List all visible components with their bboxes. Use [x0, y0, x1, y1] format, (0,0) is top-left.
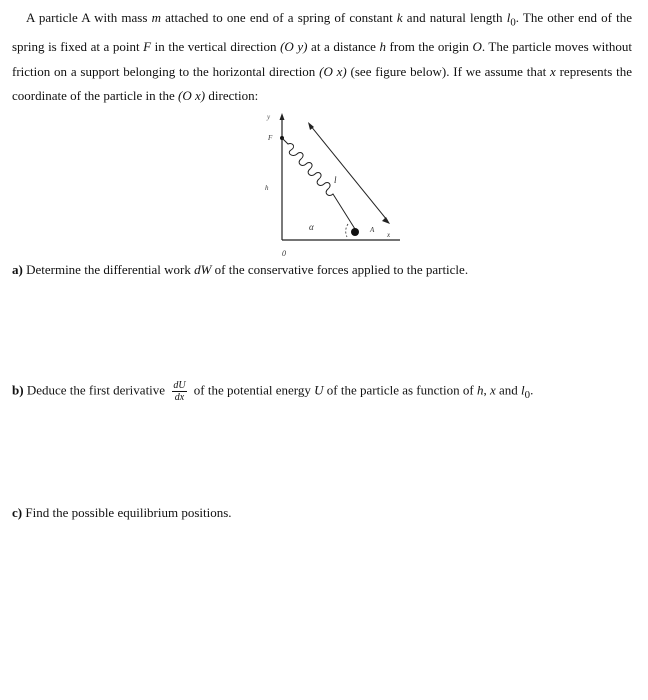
var-h: h [379, 39, 386, 55]
length-arrow-head-icon [382, 217, 390, 224]
intro-paragraph [12, 6, 632, 109]
var-l0: l [521, 382, 525, 398]
length-arrow [310, 125, 387, 220]
label-x: x [387, 231, 391, 239]
var-x: x [489, 382, 496, 398]
derivative-fraction [172, 380, 186, 403]
var-l0-sub: 0 [524, 389, 531, 402]
intro-text: . The particle moves without friction on a support belonging to the horizontal direction [12, 39, 632, 79]
intro-text: from the origin [385, 39, 473, 55]
intro-text: . The other end of the spring is fixed at a point [12, 10, 632, 55]
question-text: Determine the differential work [22, 262, 195, 277]
intro-text: at a distance [307, 39, 380, 55]
fraction-denominator: dx [174, 392, 185, 403]
question-text: and [495, 382, 522, 398]
var-U: U [314, 382, 324, 398]
question-label: a) [12, 262, 23, 277]
label-origin: 0 [282, 249, 286, 258]
problem-statement [12, 6, 632, 109]
intro-text: in the vertical direction [151, 39, 281, 55]
var-Ox: (O x) [319, 63, 347, 79]
intro-text: attached to one end of a spring of constant [160, 10, 397, 25]
var-F: F [143, 39, 152, 55]
label-h: h [265, 184, 269, 192]
label-A: A [370, 226, 375, 234]
spring-figure [230, 108, 410, 258]
question-text: . [530, 382, 534, 398]
question-c [12, 505, 232, 521]
var-k: k [396, 10, 403, 25]
var-l0-sub: 0 [510, 16, 516, 29]
question-text: of the conservative forces applied to the particle. [211, 262, 469, 277]
angle-marker [346, 224, 348, 237]
label-l: l [334, 175, 337, 185]
var-Ox: (O x) [178, 88, 206, 104]
var-O: O [472, 39, 482, 55]
question-text: Find the possible equilibrium positions. [22, 505, 232, 520]
label-y: y [267, 113, 271, 121]
intro-text: (see figure below). If we assume that [346, 63, 551, 79]
intro-text: direction: [205, 88, 259, 104]
question-label: c) [12, 505, 23, 520]
var-dW: dW [194, 262, 212, 277]
intro-text: and natural length [402, 10, 507, 25]
question-text: of the potential energy [190, 382, 315, 398]
intro-text: A particle A with mass [26, 10, 152, 25]
question-a [12, 262, 468, 278]
var-x: x [550, 63, 556, 79]
intro-text: represents the coordinate of the particle in the [12, 63, 632, 104]
y-axis-arrow-icon [280, 113, 285, 120]
particle-A [351, 228, 359, 236]
var-m: m [151, 10, 161, 25]
question-text: of the particle as function of [323, 382, 477, 398]
question-text: , [483, 382, 490, 398]
var-l0: l [506, 10, 511, 25]
var-Oy: (O y) [280, 39, 308, 55]
question-label: b) [12, 382, 24, 398]
fraction-numerator: dU [173, 380, 186, 391]
var-h: h [476, 382, 484, 398]
label-F: F [268, 134, 273, 142]
label-alpha: α [309, 222, 314, 232]
spring-coil [282, 138, 355, 229]
question-b [12, 380, 533, 403]
question-text: Deduce the first derivative [23, 382, 169, 398]
